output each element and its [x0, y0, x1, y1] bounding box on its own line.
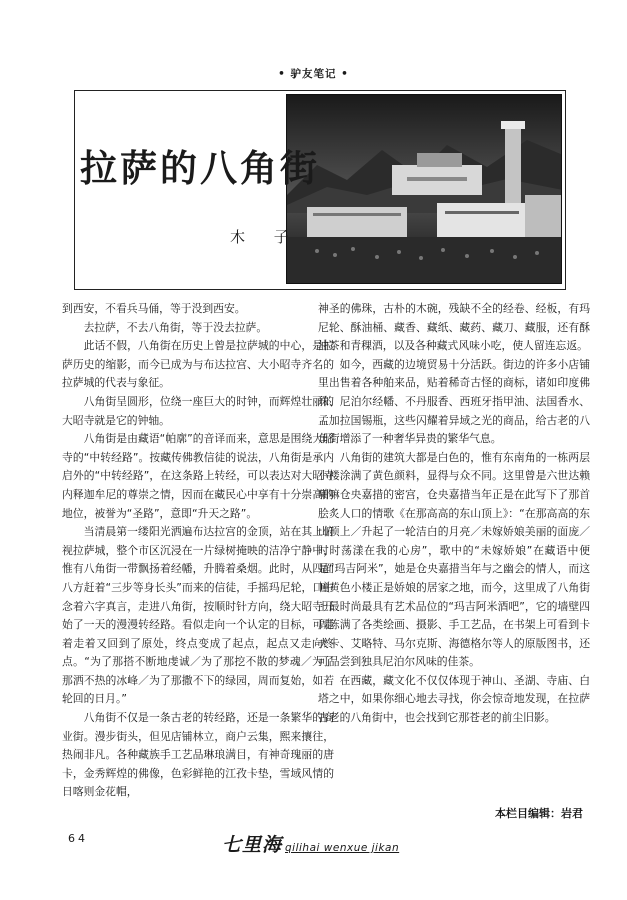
potala-palace-photo [286, 94, 562, 284]
article-body-right-column [318, 300, 590, 728]
article-author: 木 子 [230, 228, 301, 246]
article-title: 拉萨的八角街 [80, 147, 320, 190]
magazine-pinyin-name: qilihai wenxue jikan [285, 842, 400, 854]
section-tag: • 驴友笔记 • [278, 68, 349, 80]
body-paragraph: 八角街呈圆形，位绕一座巨大的时钟，而辉煌壮丽的大昭寺就是它的钟轴。 [62, 394, 334, 427]
body-paragraph: 到西安，不看兵马俑，等于没到西安。 [62, 302, 246, 315]
body-paragraph: 当清晨第一缕阳光洒遍布达拉宫的金顶，站在其上俯视拉萨城，整个市区沉浸在一片绿树掩映的洁净宁静中，惟有八角街一带飘扬着经幡，升腾着桑烟。此时，从四面八方赶着“三步等身长头”而来的信徒，手摇玛尼轮，口中念着六字真言，走进八角街，按顺时针方向，绕大昭寺开始了一天的漫漫转经路。看似走向一个认定的目标，可走着走着又回到了原处，终点变成了起点，起点又走向终点。“为了那搭不断地虔诚／为了那挖不散的梦魂／为了那洒不热的冰峰／为了那撒不下的绿园，周而复始，如若轮回的日月。” [62, 525, 334, 706]
editor-credit: 本栏目编辑：岩君 [495, 807, 583, 820]
body-paragraph: 此话不假，八角街在历史上曾是拉萨城的中心，是拉萨历史的缩影，而今已成为与布达拉宫、大小昭寺齐名的拉萨城的代表与象征。 [62, 339, 334, 390]
body-paragraph: 八角街的建筑大都是白色的，惟有东南角的一栋两层小楼涂满了黄色颜料，显得与众不同。这里曾是六世达赖喇嘛仓央嘉措的密宫，仓央嘉措当年正是在此写下了那首脍炙人口的情歌《在那高高的东山顶上》：“在那高高的东山顶上／升起了一轮洁白的月亮／未嫁娇娘美丽的面庞／时时荡漾在我的心房”，歌中的“未嫁娇娘”在藏语中便是“玛吉阿米”，她是仓央嘉措当年与之幽会的情人，而这幢黄色小楼正是娇娘的居家之地，而今，这里成了八角街上最时尚最具有艺术品位的“玛吉阿米酒吧”，它的墙壁四周陈满了各类绘画、摄影、手工艺品，在书架上可看到卡夫卡、艾略特、马尔克斯、海德格尔等人的原版图书，还可品尝到独具尼泊尔风味的佳茶。 [318, 450, 590, 669]
article-body-left-column [62, 300, 334, 802]
magazine-logo: 七里海 [222, 834, 283, 856]
body-paragraph: 在西藏，藏文化不仅仅体现于神山、圣湖、寺庙、白塔之中，如果你细心地去寻找，你会惊奇地发现，在拉萨古老的八角街中，也会找到它那苍老的前尘旧影。 [318, 673, 590, 725]
page-number: 64 [68, 832, 88, 845]
body-paragraph: 神圣的佛珠，古朴的木碗，残缺不全的经卷、经板，有玛尼轮、酥油桶、藏香、藏纸、藏药、藏刀、藏服，还有酥油茶和青稞酒，以及各种藏式风味小吃，使人留连忘返。 [318, 302, 590, 353]
magazine-footer-brand [222, 830, 399, 857]
body-paragraph: 八角街不仅是一条古老的转经路，还是一条繁华的商业街。漫步街头，但见店铺林立，商户云集，熙来攘往，热闹非凡。各种藏族手工艺品琳琅满目，有神奇瑰丽的唐卡，金秀辉煌的佛像，色彩鲜艳的江孜卡垫，雪域风情的日喀则金花帽， [62, 711, 334, 799]
body-paragraph: 如今，西藏的边境贸易十分活跃。街边的许多小店铺里出售着各种舶来品，贴着稀奇古怪的商标，诸如印度佛珠、尼泊尔经幡、不丹服香、西班牙指甲油、法国香水、孟加拉国锡瓶，这些闪耀着异域之光的商品，给古老的八角街增添了一种奢华异贵的繁华气息。 [318, 357, 590, 446]
body-paragraph: 去拉萨，不去八角街，等于没去拉萨。 [83, 320, 268, 334]
body-paragraph: 八角街是由藏语“帕廓”的音译而来，意思是围绕大昭寺的“中转经路”。按藏传佛教信徒的说法，八角街是承内启外的“中转经路”，在这条路上转经，可以表达对大昭寺内释迦牟尼的尊崇之情，因而在藏民心中享有十分崇高的地位，被誉为“圣路”，意即“升天之路”。 [62, 432, 334, 520]
